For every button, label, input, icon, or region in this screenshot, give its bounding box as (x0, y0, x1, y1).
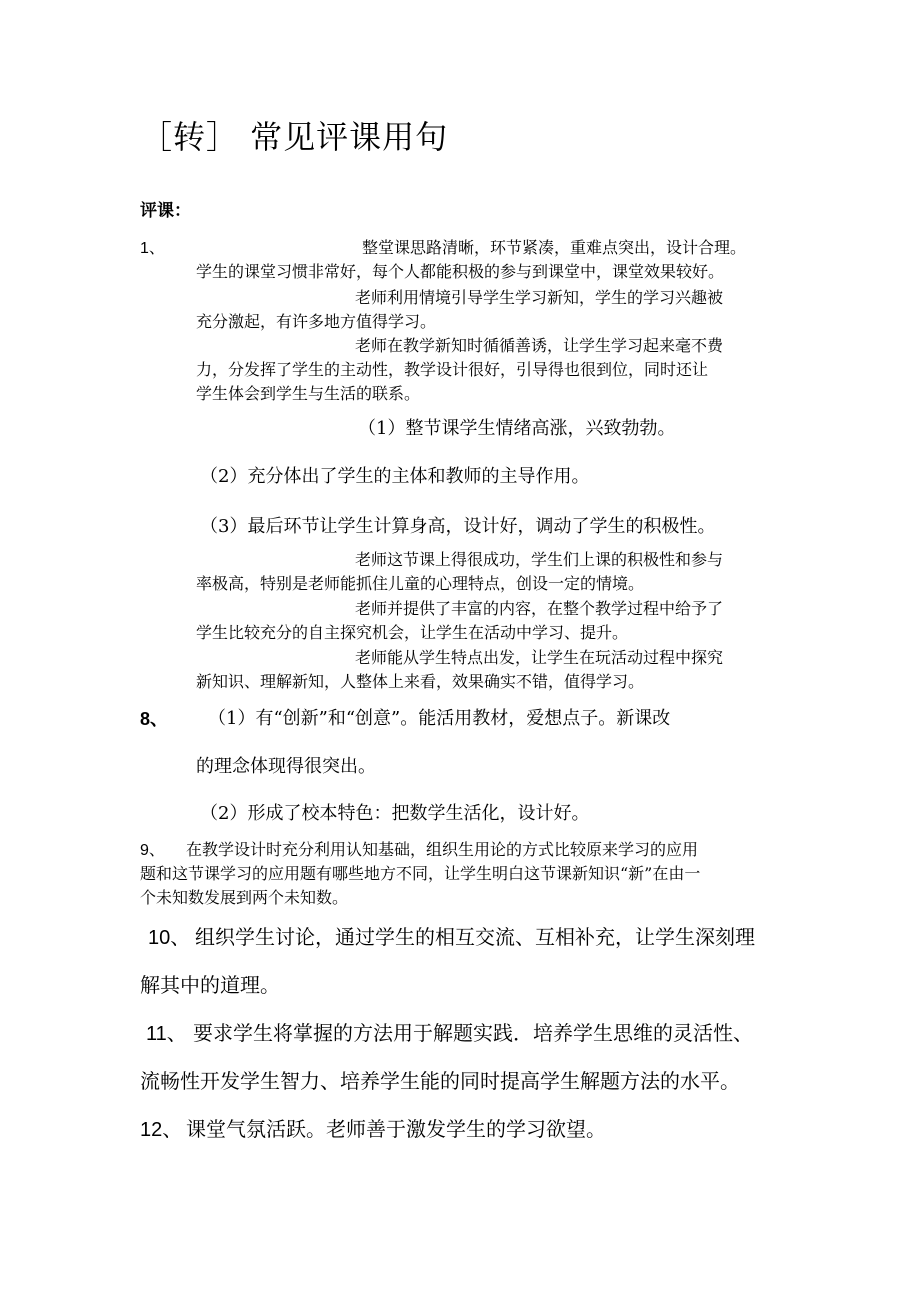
paragraph-line: 学生体会到学生与生活的联系。 (196, 384, 421, 403)
paragraph-line: 个未知数发展到两个未知数。 (140, 888, 349, 907)
item-number: 1、 (140, 240, 165, 257)
paragraph-line: 老师利用情境引导学生学习新知，学生的学习兴趣被 (355, 288, 724, 307)
document-title: ［转］ 常见评课用句 (140, 118, 449, 156)
paragraph-line: 老师这节课上得很成功，学生们上课的积极性和参与 (355, 550, 724, 569)
paragraph-line: 老师并提供了丰富的内容，在整个教学过程中给予了 (355, 599, 724, 618)
paragraph-line: 率极高，特别是老师能抓住儿童的心理特点，创设一定的情境。 (196, 574, 645, 593)
paragraph-line: 的理念体现得很突出。 (196, 756, 376, 777)
paragraph-line: （1）有“创新”和“创意”。能活用教材，爱想点子。新课改 (208, 708, 671, 729)
item-number: 12、 (140, 1119, 183, 1141)
paragraph-line: （2）充分体出了学生的主体和教师的主导作用。 (200, 466, 590, 487)
paragraph-line: 解其中的道理。 (140, 973, 280, 997)
paragraph-line: 组织学生讨论，通过学生的相互交流、互相补充，让学生深刻理 (195, 925, 755, 949)
paragraph-line: 新知识、理解新知，人整体上来看，效果确实不错，值得学习。 (196, 672, 645, 691)
paragraph-line: 老师能从学生特点出发，让学生在玩活动过程中探究 (355, 648, 724, 667)
item-number: 10、 (148, 927, 191, 949)
paragraph-line: 学生比较充分的自主探究机会，让学生在活动中学习、提升。 (196, 623, 629, 642)
item-number: 8、 (140, 709, 169, 729)
paragraph-line: 题和这节课学习的应用题有哪些地方不同，让学生明白这节课新知识“新”在由一 (140, 864, 701, 883)
item-number: 11、 (146, 1023, 187, 1045)
paragraph-line: 老师在教学新知时循循善诱，让学生学习起来毫不费 (355, 336, 724, 355)
paragraph-line: 整堂课思路清晰，环节紧凑，重难点突出，设计合理。 (362, 238, 747, 257)
item-number: 9、 (140, 842, 165, 859)
paragraph-line: 充分激起，有许多地方值得学习。 (196, 312, 437, 331)
paragraph-line: 流畅性开发学生智力、培养学生能的同时提高学生解题方法的水平。 (140, 1069, 740, 1093)
paragraph-line: 要求学生将掌握的方法用于解题实践．培养学生思维的灵活性、 (193, 1021, 753, 1045)
paragraph-line: （3）最后环节让学生计算身高，设计好，调动了学生的积极性。 (200, 516, 716, 537)
paragraph-line: （2）形成了校本特色：把数学生活化，设计好。 (200, 803, 590, 824)
paragraph-line: 力，分发挥了学生的主动性，教学设计很好，引导得也很到位，同时还让 (196, 360, 709, 379)
section-heading: 评课： (140, 201, 191, 221)
paragraph-line: 学生的课堂习惯非常好，每个人都能积极的参与到课堂中，课堂效果较好。 (196, 262, 725, 281)
paragraph-line: 在教学设计时充分利用认知基础，组织生用论的方式比较原来学习的应用 (186, 840, 699, 859)
paragraph-line: （1）整节课学生情绪高涨，兴致勃勃。 (358, 418, 676, 439)
paragraph-line: 课堂气氛活跃。老师善于激发学生的学习欲望。 (186, 1117, 606, 1141)
